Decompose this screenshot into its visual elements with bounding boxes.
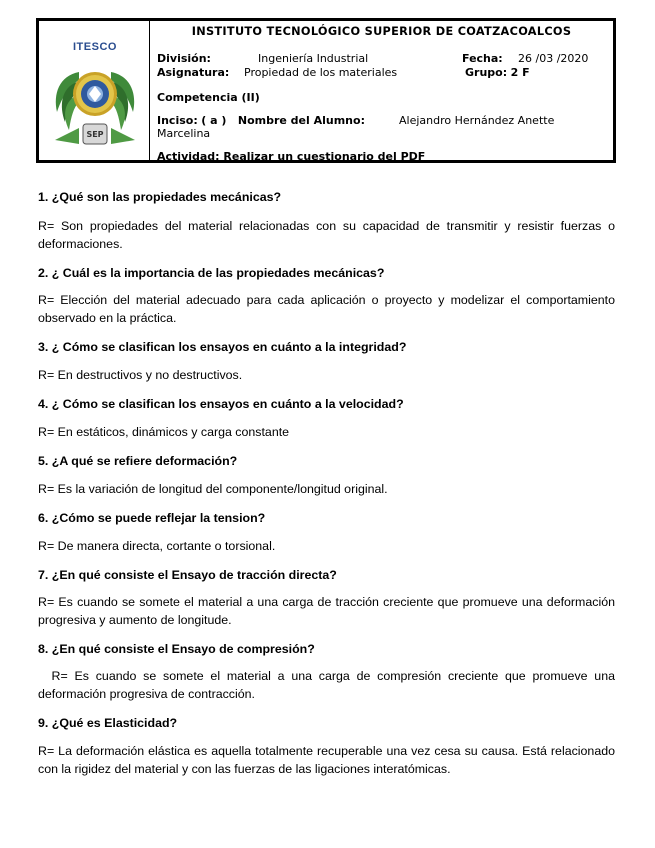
question-1: 1. ¿Qué son las propiedades mecánicas? bbox=[38, 190, 282, 204]
division-value: Ingeniería Industrial bbox=[258, 52, 369, 65]
itesco-seal-icon bbox=[49, 52, 141, 150]
question-5: 5. ¿A qué se refiere deformación? bbox=[38, 454, 238, 468]
logo-cell bbox=[39, 21, 150, 160]
answer-3: R= En destructivos y no destructivos. bbox=[38, 368, 243, 382]
alumno-value: Alejandro Hernández Anette bbox=[399, 114, 555, 127]
inciso-value: ( a ) bbox=[201, 114, 227, 127]
question-2: 2. ¿ Cuál es la importancia de las propiedades mecánicas? bbox=[38, 266, 385, 280]
alumno-label: Nombre del Alumno: bbox=[237, 114, 365, 127]
division-label: División: bbox=[157, 52, 211, 65]
answer-5: R= Es la variación de longitud del componente/longitud original. bbox=[38, 482, 388, 496]
alumno-value-cont: Marcelina bbox=[157, 127, 211, 140]
fecha-label: Fecha: bbox=[462, 52, 503, 65]
grupo-label: Grupo: bbox=[465, 66, 508, 79]
svg-text:SEP: SEP bbox=[86, 130, 104, 139]
grupo-value: 2 F bbox=[510, 66, 530, 79]
answer-6: R= De manera directa, cortante o torsional. bbox=[38, 539, 276, 553]
actividad: Actividad: Realizar un cuestionario del PDF bbox=[157, 150, 426, 160]
fecha-value: 26 /03 /2020 bbox=[518, 52, 589, 65]
question-8: 8. ¿En qué consiste el Ensayo de compresión? bbox=[38, 642, 315, 656]
document-header bbox=[36, 18, 616, 163]
question-3: 3. ¿ Cómo se clasifican los ensayos en cuánto a la integridad? bbox=[38, 340, 407, 354]
question-7: 7. ¿En qué consiste el Ensayo de tracción directa? bbox=[38, 568, 337, 582]
answer-2: R= Elección del material adecuado para cada aplicación o proyecto y modelizar el comportamiento observado en la práctica. bbox=[38, 293, 615, 325]
logo-text: ITESCO bbox=[73, 41, 117, 53]
asignatura-label: Asignatura: bbox=[157, 66, 230, 79]
institution-name: INSTITUTO TECNOLÓGICO SUPERIOR DE COATZACOALCOS bbox=[191, 25, 572, 38]
answer-1: R= Son propiedades del material relacionadas con su capacidad de transmitir y resistir fuerzas o deformaciones. bbox=[38, 219, 615, 251]
answer-8: R= Es cuando se somete el material a una carga de compresión creciente que promueve una deformación progresiva de contracción. bbox=[38, 669, 619, 701]
question-9: 9. ¿Qué es Elasticidad? bbox=[38, 716, 178, 730]
answer-9: R= La deformación elástica es aquella totalmente recuperable una vez cesa su causa. Está relacionado con la rigidez del material y con las fuerzas de las ligaciones interatómicas. bbox=[38, 744, 615, 776]
asignatura-value: Propiedad de los materiales bbox=[244, 66, 398, 79]
question-4: 4. ¿ Cómo se clasifican los ensayos en cuánto a la velocidad? bbox=[38, 397, 404, 411]
competencia: Competencia (II) bbox=[157, 91, 260, 104]
answer-7: R= Es cuando se somete el material a una carga de tracción creciente que promueve una deformación progresiva y aumento de longitude. bbox=[38, 595, 615, 627]
question-6: 6. ¿Cómo se puede reflejar la tension? bbox=[38, 511, 266, 525]
header-info bbox=[150, 21, 613, 160]
answer-4: R= En estáticos, dinámicos y carga constante bbox=[38, 425, 290, 439]
inciso-label: Inciso: bbox=[157, 114, 198, 127]
